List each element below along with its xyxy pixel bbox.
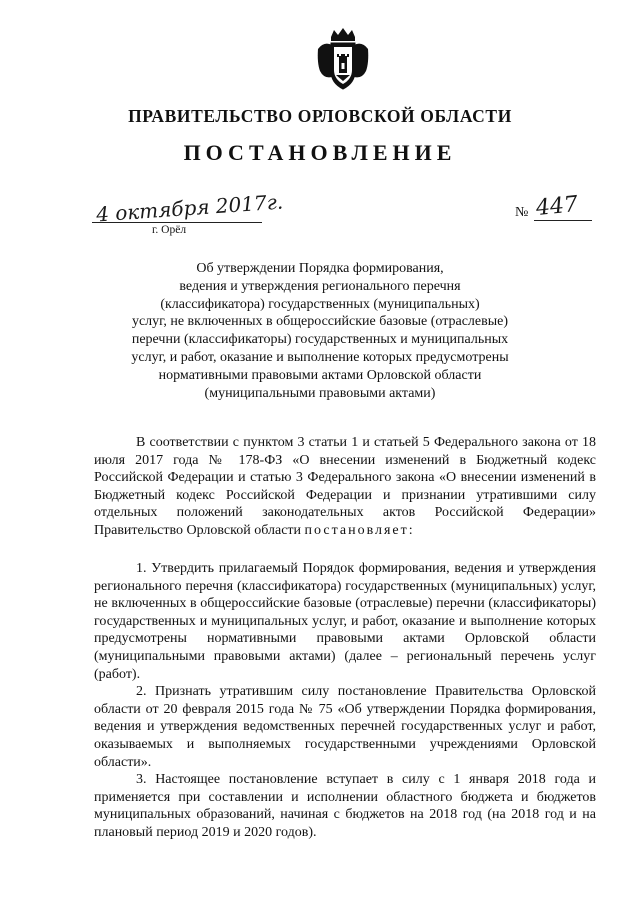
preamble-paragraph bbox=[94, 434, 596, 540]
subject-line: (классификатора) государственных (муниципальных) bbox=[160, 296, 480, 312]
resolution-item-2: 2. Признать утратившим силу постановление Правительства Орловской области от 20 февраля 2015 года № 75 «Об утверждении Порядка формирования, ведения и утверждения ведомственных перечней государственных услуг и работ, оказываемых и выполняемых государственными учреждениями Орловской области». bbox=[94, 684, 596, 770]
subject-line: Об утверждении Порядка формирования, bbox=[196, 261, 444, 276]
decree-word: постановляет: bbox=[304, 522, 415, 538]
document-type-title: ПОСТАНОВЛЕНИЕ bbox=[183, 140, 457, 165]
subject-line: услуг, и работ, оказание и выполнение которых предусмотрены bbox=[131, 349, 509, 365]
handwritten-number: 447 bbox=[534, 191, 580, 222]
resolution-items bbox=[94, 560, 596, 842]
resolution-item-1: 1. Утвердить прилагаемый Порядок формирования, ведения и утверждения регионального перечня (классификатора) государственных (муниципальных) услуг, не включенных в общероссийские базовые (отраслевые) перечни (классификаторы) государственных и муниципальных услуг, и работ, оказание и выполнение которых предусмотрены нормативными правовыми актами Орловской области (муниципальными правовыми актами) (далее – региональный перечень услуг (работ). bbox=[94, 561, 596, 682]
city-label: г. Орёл bbox=[152, 224, 187, 236]
subject-line: услуг, не включенных в общероссийские базовые (отраслевые) bbox=[131, 314, 509, 330]
coat-of-arms-emblem bbox=[316, 27, 370, 91]
subject-line: перечни (классификаторы) государственных и муниципальных bbox=[131, 332, 509, 348]
document-subject bbox=[100, 260, 540, 402]
number-label: № bbox=[515, 205, 529, 220]
subject-line: нормативными правовыми актами Орловской области bbox=[158, 367, 482, 383]
organization-name: ПРАВИТЕЛЬСТВО ОРЛОВСКОЙ ОБЛАСТИ bbox=[128, 106, 512, 126]
resolution-item-3: 3. Настоящее постановление вступает в силу с 1 января 2018 года и применяется при составлении и исполнении областного бюджета и бюджетов муниципальных образований, начиная с бюджетов на 2018 год (на 2018 год и на плановый период 2019 и 2020 годов). bbox=[94, 772, 596, 840]
number-underline bbox=[534, 220, 592, 221]
date-underline bbox=[92, 222, 262, 223]
preamble-text: В соответствии с пунктом 3 статьи 1 и статьей 5 Федерального закона от 18 июля 2017 года № 178-ФЗ «О внесении изменений в Бюджетный кодекс Российской Федерации и статью 3 Федерального закона «О внесении изменений в Бюджетный кодекс Российской Федерации и признании утратившими силу отдельных положений законодательных актов Российской Федерации» Правительство Орловской области bbox=[94, 435, 596, 538]
subject-line: (муниципальными правовыми актами) bbox=[204, 385, 436, 401]
handwritten-date: 4 октября 2017г. bbox=[95, 189, 284, 227]
subject-line: ведения и утверждения регионального перечня bbox=[179, 278, 461, 294]
